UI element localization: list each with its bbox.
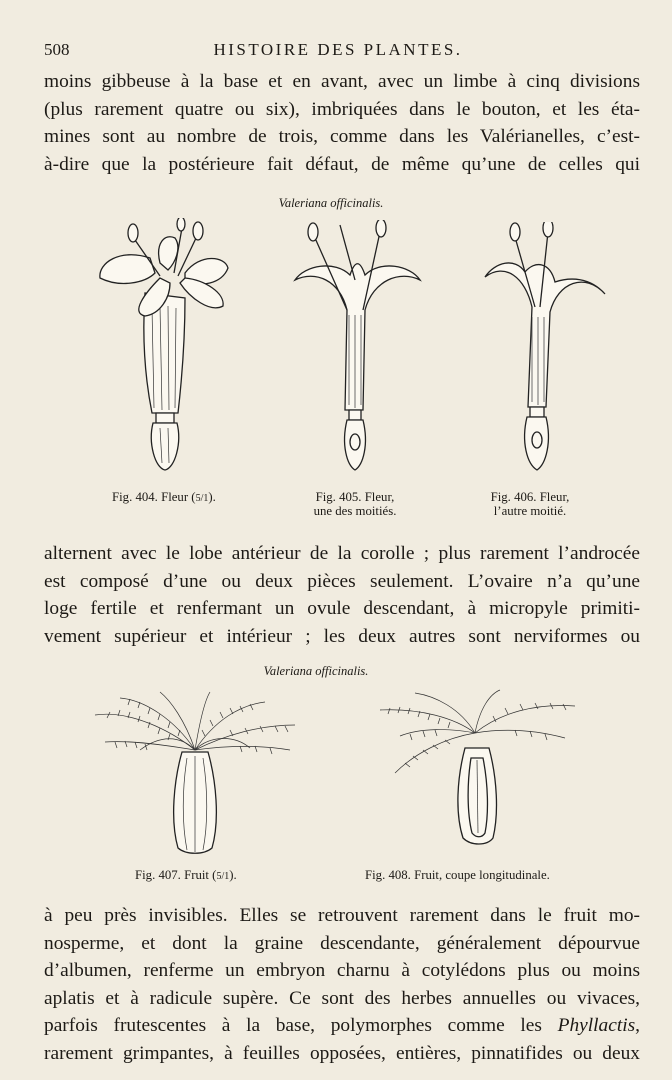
page-header [44,40,632,64]
text-line: d’albumen, renferme un embryon charnu à cotylédons plus ou moins [44,960,640,982]
figure-404-caption: Fig. 404. Fleur (5/1). [112,490,216,504]
paragraph-1 [44,68,640,178]
figure-406-caption: Fig. 406. Fleur, l’autre moitié. [490,490,570,518]
figure-407-fruit [90,690,300,860]
text-line: (plus rarement quatre ou six), imbriquées dans le bouton, et les éta- [44,98,640,120]
text-line: à peu près invisibles. Elles se retrouvent rarement dans le fruit mo- [44,905,640,926]
paragraph-3 [44,902,640,1068]
text-line: nosperme, et dont la graine descendante, généralement dépourvue [44,932,640,954]
text-line: parfois frutescentes à la base, polymorphes comme les Phyllactis, [44,1015,640,1037]
text-line: rarement grimpantes, à feuilles opposées, entières, pinnatifides ou deux [44,1042,640,1064]
text-line: alternent avec le lobe antérieur de la corolle ; plus rarement l’androcée [44,543,640,564]
figure-405-caption: Fig. 405. Fleur, une des moitiés. [313,490,397,518]
text-line: à-dire que la postérieure fait défaut, de même qu’une de celles qui [44,153,640,175]
page-number: 508 [44,40,70,59]
figure-408-caption: Fig. 408. Fruit, coupe longitudinale. [365,868,550,882]
figure-406-flower-half [480,222,610,482]
figure-title: Valeriana officinalis. [263,664,369,678]
figure-404-flower [90,218,240,478]
figure-405-flower-half [285,220,425,480]
text-line: moins gibbeuse à la base et en avant, avec un limbe à cinq divisions [44,71,640,92]
genus-name: Phyllactis [557,1015,636,1037]
figure-407-caption: Fig. 407. Fruit (5/1). [135,868,237,882]
text-line: est composé d’une ou deux pièces seulement. L’ovaire n’a qu’une [44,570,640,592]
figure-408-fruit-section [375,688,580,853]
figure-title: Valeriana officinalis. [278,196,384,210]
text-line: vement supérieur et intérieur ; les deux autres sont nerviformes ou [44,625,640,647]
text-line: mines sont au nombre de trois, comme dans les Valérianelles, c’est- [44,126,640,148]
paragraph-2 [44,540,640,650]
text-line: loge fertile et renfermant un ovule descendant, à micropyle primiti- [44,598,640,620]
running-title: HISTOIRE DES PLANTES. [213,40,463,59]
text-line: aplatis et à radicule supère. Ce sont des herbes annuelles ou vivaces, [44,987,640,1009]
